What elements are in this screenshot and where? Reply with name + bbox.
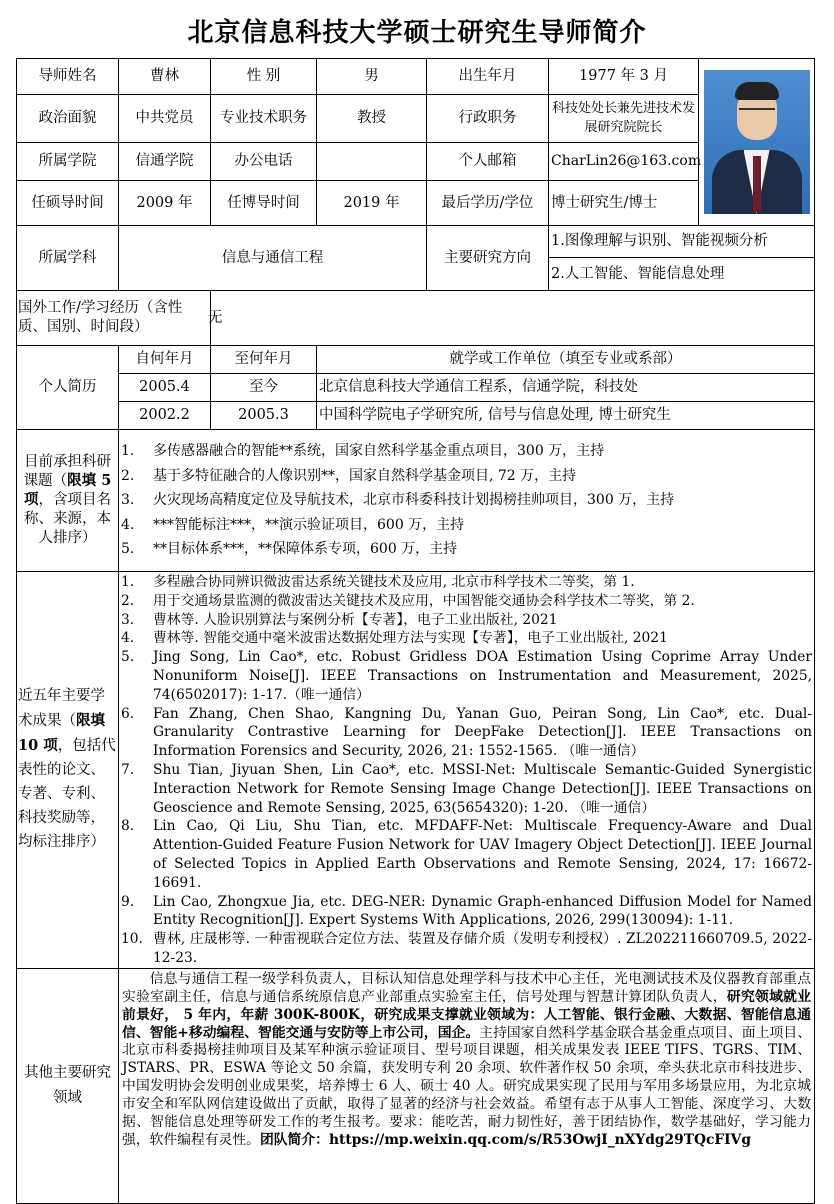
admin-value: 科技处处长兼先进技术发展研究院院长 bbox=[549, 95, 699, 143]
project-item bbox=[121, 439, 812, 464]
project-number: 3. bbox=[121, 492, 135, 509]
achievements-label bbox=[17, 572, 119, 969]
master-value: 2009 年 bbox=[119, 181, 211, 226]
project-text: 多传感器融合的智能**系统，国家自然科学基金重点项目，300 万，主持 bbox=[153, 443, 605, 460]
achievement-number: 4. bbox=[121, 630, 135, 647]
page-title: 北京信息科技大学硕士研究生导师简介 bbox=[187, 18, 647, 48]
team-link[interactable]: 团队简介：https://mp.weixin.qq.com/s/R53OwjI_nXYdg29TQcFIVg bbox=[259, 1132, 751, 1149]
achievement-text: Jing Song, Lin Cao*, etc. Robust Gridless DOA Estimation Using Coprime Array Under Nonuniform Noise[J]. IEEE Transactions on Instrumentation and Measurement, 2025, 74(6502017): 1-17.（唯一通信） bbox=[153, 649, 812, 703]
achievement-item bbox=[121, 573, 812, 592]
phd-sup-label: 任博导时间 bbox=[211, 181, 317, 226]
achievement-number: 10. bbox=[121, 931, 143, 948]
college-value: 信通学院 bbox=[119, 143, 211, 181]
photo-tie bbox=[753, 156, 761, 212]
achievement-number: 8. bbox=[121, 818, 135, 835]
achievement-number: 7. bbox=[121, 761, 135, 778]
achievement-item bbox=[121, 629, 812, 648]
portrait-photo bbox=[704, 70, 810, 214]
achievement-number: 5. bbox=[121, 649, 135, 666]
phone-label: 办公电话 bbox=[211, 143, 317, 181]
achievement-text: 多程融合协同辨识微波雷达系统关键技术及应用, 北京市科学技术二等奖，第 1. bbox=[153, 574, 635, 590]
projects-list-cell bbox=[119, 430, 815, 572]
politics-value: 中共党员 bbox=[119, 95, 211, 143]
degree-label: 最后学历/学位 bbox=[427, 181, 549, 226]
resume-from: 2005.4 bbox=[119, 374, 211, 402]
resume-to: 2005.3 bbox=[211, 402, 317, 430]
photo-glasses bbox=[739, 108, 775, 120]
project-number: 4. bbox=[121, 516, 135, 533]
photo-hair bbox=[735, 82, 779, 100]
achievement-item bbox=[121, 611, 812, 630]
achievement-item bbox=[121, 761, 812, 817]
projects-label-a: 目前承担科研课题（ bbox=[23, 454, 111, 490]
gender-value: 男 bbox=[317, 59, 427, 95]
achievement-number: 9. bbox=[121, 893, 135, 910]
achievement-text: 用于交通场景监测的微波雷达关键技术及应用，中国智能交通协会科学技术二等奖，第 2. bbox=[153, 592, 695, 609]
admin-label: 行政职务 bbox=[427, 95, 549, 143]
achievement-text: Lin Cao, Qi Liu, Shu Tian, etc. MFDAFF-Net: Multiscale Frequency-Aware and Dual Attention-Guided Feature Fusion Network for UAV Imagery Object Detection[J]. IEEE Journal of Selected Topics in Applied Earth Observations and Remote Sensing, 2024, 17: 16672-16691. bbox=[153, 818, 812, 891]
gender-label: 性 别 bbox=[211, 59, 317, 95]
achievement-item bbox=[121, 592, 812, 611]
birth-label: 出生年月 bbox=[427, 59, 549, 95]
achievement-item bbox=[121, 648, 812, 704]
other-career: 研究领域就业前景好， 5 年内，年薪 300K-800K，研究成果支撑就业领域为：人工智能、银行金融、大数据、智能信息通信、智能+移动编程、智能交通与安防等上市公司，国企。 bbox=[122, 988, 812, 1041]
achievements-label-c: ，包括代表性的论文、专著、专利、科技奖励等，均标注排序） bbox=[18, 737, 116, 850]
resume-from-header: 自何年月 bbox=[119, 346, 211, 374]
projects-label-b: 限填 5 项 bbox=[24, 472, 112, 509]
achievement-item bbox=[121, 705, 812, 761]
name-label: 导师姓名 bbox=[17, 59, 119, 95]
email-value: CharLin26@163.com bbox=[549, 143, 699, 181]
abroad-value bbox=[208, 291, 815, 346]
achievements-label-b: 限填 10 项 bbox=[18, 712, 105, 754]
achievement-number: 2. bbox=[121, 592, 135, 609]
abroad-label-text: 国外工作/学习经历（含性质、国别、时间段） bbox=[18, 300, 183, 335]
degree-value: 博士研究生/博士 bbox=[549, 181, 699, 226]
project-number: 5. bbox=[121, 541, 135, 558]
achievement-text: Lin Cao, Zhongxue Jia, etc. DEG-NER: Dynamic Graph-enhanced Diffusion Model for Named Entity Recognition[J]. Expert Systems With Applications, 2026, 299(130094): 1-11. bbox=[153, 893, 812, 929]
resume-unit: 中国科学院电子学研究所, 信号与信息处理, 博士研究生 bbox=[317, 402, 815, 430]
resume-unit: 北京信息科技大学通信工程系，信通学院，科技处 bbox=[317, 374, 815, 402]
resume-unit-header: 就学或工作单位（填至专业或系部） bbox=[317, 346, 815, 374]
achievement-text: Shu Tian, Jiyuan Shen, Lin Cao*, etc. MSSI-Net: Multiscale Semantic-Guided Synergistic Interaction Network for Remote Sensing Image Change Detection[J]. IEEE Transactions on Geoscience and Remote Sensing, 2025, 63(5654320): 1-20. （唯一通信） bbox=[153, 761, 812, 816]
title-value: 教授 bbox=[317, 95, 427, 143]
projects-label-c: ，含项目名称、来源，本人排序） bbox=[24, 492, 111, 546]
resume-to: 至今 bbox=[211, 374, 317, 402]
phd-sup-value: 2019 年 bbox=[317, 181, 427, 226]
achievement-item bbox=[121, 930, 812, 968]
birth-value: 1977 年 3 月 bbox=[549, 59, 699, 95]
email-label: 个人邮箱 bbox=[427, 143, 549, 181]
project-text: ***智能标注***，**演示验证项目，600 万，主持 bbox=[153, 516, 465, 533]
project-number: 2. bbox=[121, 467, 135, 484]
resume-to-header: 至何年月 bbox=[211, 346, 317, 374]
project-item bbox=[121, 464, 812, 489]
other-summary: 主持国家自然科学基金联合基金重点项目、面上项目、北京市科委揭榜挂帅项目及某军种演示验证项目、型号项目课题，相关成果发表 IEEE TIFS、TGRS、TIM、JSTARS、PR、ESWA 等论文 50 余篇，获发明专利 20 余项、软件著作权 50 余项，牵头获北京市科技进步、中国发明协会发明创业成果奖，培养博士 6 人、硕士 40 人。研究成果实现了民用与军用多场景应用，为北京城市安全和军队网信建设做出了贡献，取得了显著的经济与社会效益。希望有志于从事人工智能、深度学习、大数据、智能信息处理等研发工作的考生报考。要求：能吃苦，耐力韧性好，善于团结协作，数学基础好，学习能力强，软件编程有灵性。 bbox=[122, 1024, 811, 1149]
projects-label bbox=[17, 430, 119, 572]
direction-label: 主要研究方向 bbox=[427, 226, 549, 291]
phone-value bbox=[317, 143, 427, 181]
project-text: 基于多特征融合的人像识别**，国家自然科学基金项目, 72 万，主持 bbox=[153, 467, 577, 484]
resume-from: 2002.2 bbox=[119, 402, 211, 430]
portrait-cell bbox=[699, 59, 815, 226]
achievement-text: 曹林等. 人脸识别算法与案例分析【专著】，电子工业出版社, 2021 bbox=[153, 611, 558, 628]
direction-item: 2.人工智能、智能信息处理 bbox=[549, 258, 815, 291]
other-label: 其他主要研究领域 bbox=[17, 968, 119, 1203]
achievement-number: 1. bbox=[121, 574, 135, 590]
name-value: 曹林 bbox=[119, 59, 211, 95]
other-text bbox=[119, 968, 815, 1203]
discipline-value: 信息与通信工程 bbox=[119, 226, 427, 291]
achievements-list-cell bbox=[119, 572, 815, 969]
projects-list bbox=[121, 439, 812, 562]
other-intro: 信息与通信工程一级学科负责人，目标认知信息处理学科与技术中心主任，光电测试技术及仪器教育部重点实验室副主任，信息与通信系统原信息产业部重点实验室主任，信号处理与智慧计算团队负责人， bbox=[122, 970, 811, 1005]
project-item bbox=[121, 537, 812, 562]
direction-item: 1.图像理解与识别、智能视频分析 bbox=[549, 226, 815, 258]
project-item bbox=[121, 513, 812, 538]
achievement-number: 6. bbox=[121, 705, 135, 722]
achievement-text: Fan Zhang, Chen Shao, Kangning Du, Yanan Guo, Peiran Song, Lin Cao*, etc. Dual-Granularity Contrastive Learning for DeepFake Detection[J]. IEEE Transactions on Information Forensics and Security, 2026, 21: 1552-1565. （唯一通信） bbox=[153, 705, 812, 760]
achievement-text: 曹林等. 智能交通中毫米波雷达数据处理方法与实现【专著】，电子工业出版社, 2021 bbox=[153, 630, 668, 647]
resume-label: 个人简历 bbox=[17, 346, 119, 430]
discipline-label: 所属学科 bbox=[17, 226, 119, 291]
college-label: 所属学院 bbox=[17, 143, 119, 181]
abroad-label bbox=[17, 291, 211, 346]
achievement-item bbox=[121, 817, 812, 892]
master-label: 任硕导时间 bbox=[17, 181, 119, 226]
profile-table bbox=[16, 58, 815, 1204]
project-text: **目标体系***，**保障体系专项，600 万，主持 bbox=[153, 541, 458, 558]
achievement-text: 曹林, 庄晟彬等. 一种雷视联合定位方法、装置及存储介质（发明专利授权）. ZL202211660709.5, 2022-12-23. bbox=[153, 931, 812, 966]
achievement-number: 3. bbox=[121, 611, 135, 628]
achievements-list bbox=[121, 573, 812, 968]
politics-label: 政治面貌 bbox=[17, 95, 119, 143]
abroad-value-text: 无 bbox=[208, 309, 223, 326]
project-text: 火灾现场高精度定位及导航技术，北京市科委科技计划揭榜挂帅项目，300 万，主持 bbox=[153, 492, 675, 509]
achievements-label-a: 近五年主要学术成果（ bbox=[18, 688, 105, 730]
title-label: 专业技术职务 bbox=[211, 95, 317, 143]
project-number: 1. bbox=[121, 443, 135, 460]
project-item bbox=[121, 488, 812, 513]
achievement-item bbox=[121, 893, 812, 931]
